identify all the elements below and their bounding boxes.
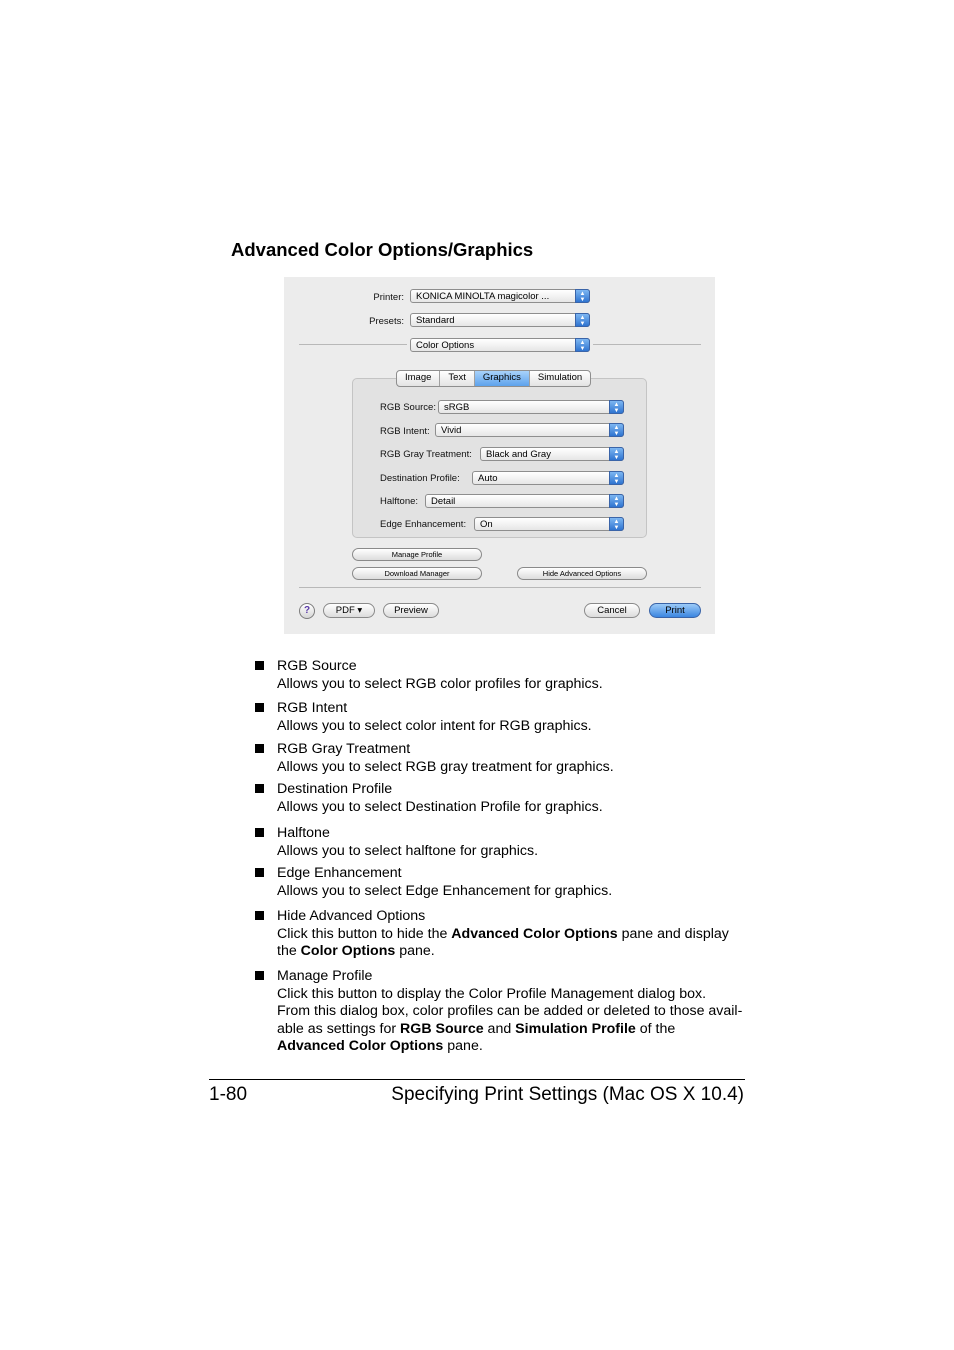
list-item-halftone bbox=[255, 825, 755, 860]
item-title: Hide Advanced Options bbox=[277, 908, 426, 924]
item-title: Halftone bbox=[277, 825, 330, 841]
rgb-gray-treatment-value: Black and Gray bbox=[486, 449, 551, 460]
rgb-gray-treatment-label: RGB Gray Treatment: bbox=[380, 449, 472, 460]
download-manager-button[interactable]: Download Manager bbox=[352, 567, 482, 580]
destination-profile-label: Destination Profile: bbox=[380, 473, 460, 484]
destination-profile-popup[interactable] bbox=[472, 471, 624, 485]
rgb-source-value: sRGB bbox=[444, 402, 470, 413]
item-description: Allows you to select RGB color profiles for graphics. bbox=[277, 675, 603, 692]
pdf-button[interactable]: PDF ▾ bbox=[323, 603, 375, 618]
manage-profile-button[interactable]: Manage Profile bbox=[352, 548, 482, 561]
item-description: Click this button to display the Color Profile Management dialog box. bbox=[277, 985, 707, 1002]
tab-image[interactable]: Image bbox=[397, 371, 440, 386]
pane-value: Color Options bbox=[416, 340, 475, 351]
bullet-icon bbox=[255, 744, 264, 753]
list-item-destination-profile bbox=[255, 781, 755, 816]
cancel-button[interactable]: Cancel bbox=[584, 603, 640, 618]
divider bbox=[299, 344, 407, 345]
popup-arrows-icon: ▲ ▼ bbox=[609, 423, 624, 437]
item-title: Destination Profile bbox=[277, 781, 393, 797]
item-description-cont: Advanced Color Options pane. bbox=[277, 1038, 483, 1055]
list-item-edge-enhancement bbox=[255, 865, 755, 900]
destination-profile-value: Auto bbox=[478, 473, 498, 484]
popup-arrows-icon: ▲ ▼ bbox=[609, 447, 624, 461]
hide-advanced-options-button[interactable]: Hide Advanced Options bbox=[517, 567, 647, 580]
item-description: Allows you to select color intent for RGB graphics. bbox=[277, 717, 592, 734]
item-title: RGB Source bbox=[277, 658, 357, 674]
item-title: RGB Intent bbox=[277, 700, 348, 716]
page-number: 1-80 bbox=[209, 1084, 248, 1105]
bullet-icon bbox=[255, 703, 264, 712]
item-description-cont: able as settings for RGB Source and Simulation Profile of the bbox=[277, 1020, 676, 1037]
bullet-icon bbox=[255, 828, 264, 837]
rgb-intent-popup[interactable] bbox=[435, 423, 624, 437]
halftone-label: Halftone: bbox=[380, 496, 419, 507]
popup-arrows-icon: ▲ ▼ bbox=[575, 289, 590, 303]
item-description: Allows you to select RGB gray treatment for graphics. bbox=[277, 758, 614, 775]
popup-arrows-icon: ▲ ▼ bbox=[609, 494, 624, 508]
divider bbox=[299, 587, 701, 588]
edge-enhancement-label: Edge Enhancement: bbox=[380, 519, 467, 530]
rgb-intent-value: Vivid bbox=[441, 425, 462, 436]
list-item-hide-advanced-options bbox=[255, 908, 755, 961]
item-description: Allows you to select halftone for graphics. bbox=[277, 842, 539, 859]
popup-arrows-icon: ▲ ▼ bbox=[609, 471, 624, 485]
list-item-rgb-intent bbox=[255, 700, 755, 735]
bullet-icon bbox=[255, 868, 264, 877]
popup-arrows-icon: ▲ ▼ bbox=[609, 517, 624, 531]
tab-bar bbox=[396, 370, 591, 387]
presets-popup[interactable] bbox=[410, 313, 590, 327]
rgb-intent-label: RGB Intent: bbox=[380, 426, 430, 437]
item-description: Allows you to select Destination Profile for graphics. bbox=[277, 798, 603, 815]
running-footer-title: Specifying Print Settings (Mac OS X 10.4) bbox=[391, 1084, 744, 1105]
bullet-icon bbox=[255, 911, 264, 920]
rgb-source-label: RGB Source: bbox=[380, 402, 436, 413]
item-title: Edge Enhancement bbox=[277, 865, 402, 881]
bullet-icon bbox=[255, 971, 264, 980]
halftone-value: Detail bbox=[431, 496, 456, 507]
presets-value: Standard bbox=[416, 315, 455, 326]
pane-popup[interactable] bbox=[410, 338, 590, 352]
list-item-rgb-gray-treatment bbox=[255, 741, 755, 776]
printer-label: Printer: bbox=[373, 292, 404, 303]
divider bbox=[593, 344, 701, 345]
tab-graphics[interactable]: Graphics bbox=[475, 371, 530, 386]
footer-rule bbox=[209, 1079, 745, 1080]
item-description: Click this button to hide the Advanced Color Options pane and display bbox=[277, 925, 729, 942]
item-description: Allows you to select Edge Enhancement for graphics. bbox=[277, 882, 613, 899]
rgb-source-popup[interactable] bbox=[438, 400, 624, 414]
list-item-rgb-source bbox=[255, 658, 755, 693]
printer-popup[interactable] bbox=[410, 289, 590, 303]
item-title: Manage Profile bbox=[277, 968, 373, 984]
printer-value: KONICA MINOLTA magicolor ... bbox=[416, 291, 550, 302]
list-item-manage-profile bbox=[255, 968, 755, 1056]
presets-label: Presets: bbox=[369, 316, 404, 327]
item-title: RGB Gray Treatment bbox=[277, 741, 411, 757]
tab-text[interactable]: Text bbox=[440, 371, 474, 386]
edge-enhancement-value: On bbox=[480, 519, 493, 530]
popup-arrows-icon: ▲ ▼ bbox=[609, 400, 624, 414]
preview-button[interactable]: Preview bbox=[383, 603, 439, 618]
popup-arrows-icon: ▲ ▼ bbox=[575, 313, 590, 327]
item-description-cont: the Color Options pane. bbox=[277, 943, 435, 960]
bullet-icon bbox=[255, 784, 264, 793]
help-icon[interactable]: ? bbox=[299, 603, 315, 619]
halftone-popup[interactable] bbox=[425, 494, 624, 508]
popup-arrows-icon: ▲ ▼ bbox=[575, 338, 590, 352]
item-description-cont: From this dialog box, color profiles can be added or deleted to those avail- bbox=[277, 1003, 743, 1020]
edge-enhancement-popup[interactable] bbox=[474, 517, 624, 531]
bullet-icon bbox=[255, 661, 264, 670]
tab-simulation[interactable]: Simulation bbox=[537, 372, 583, 383]
section-heading: Advanced Color Options/Graphics bbox=[231, 239, 534, 260]
rgb-gray-treatment-popup[interactable] bbox=[480, 447, 624, 461]
print-button[interactable]: Print bbox=[649, 603, 701, 618]
